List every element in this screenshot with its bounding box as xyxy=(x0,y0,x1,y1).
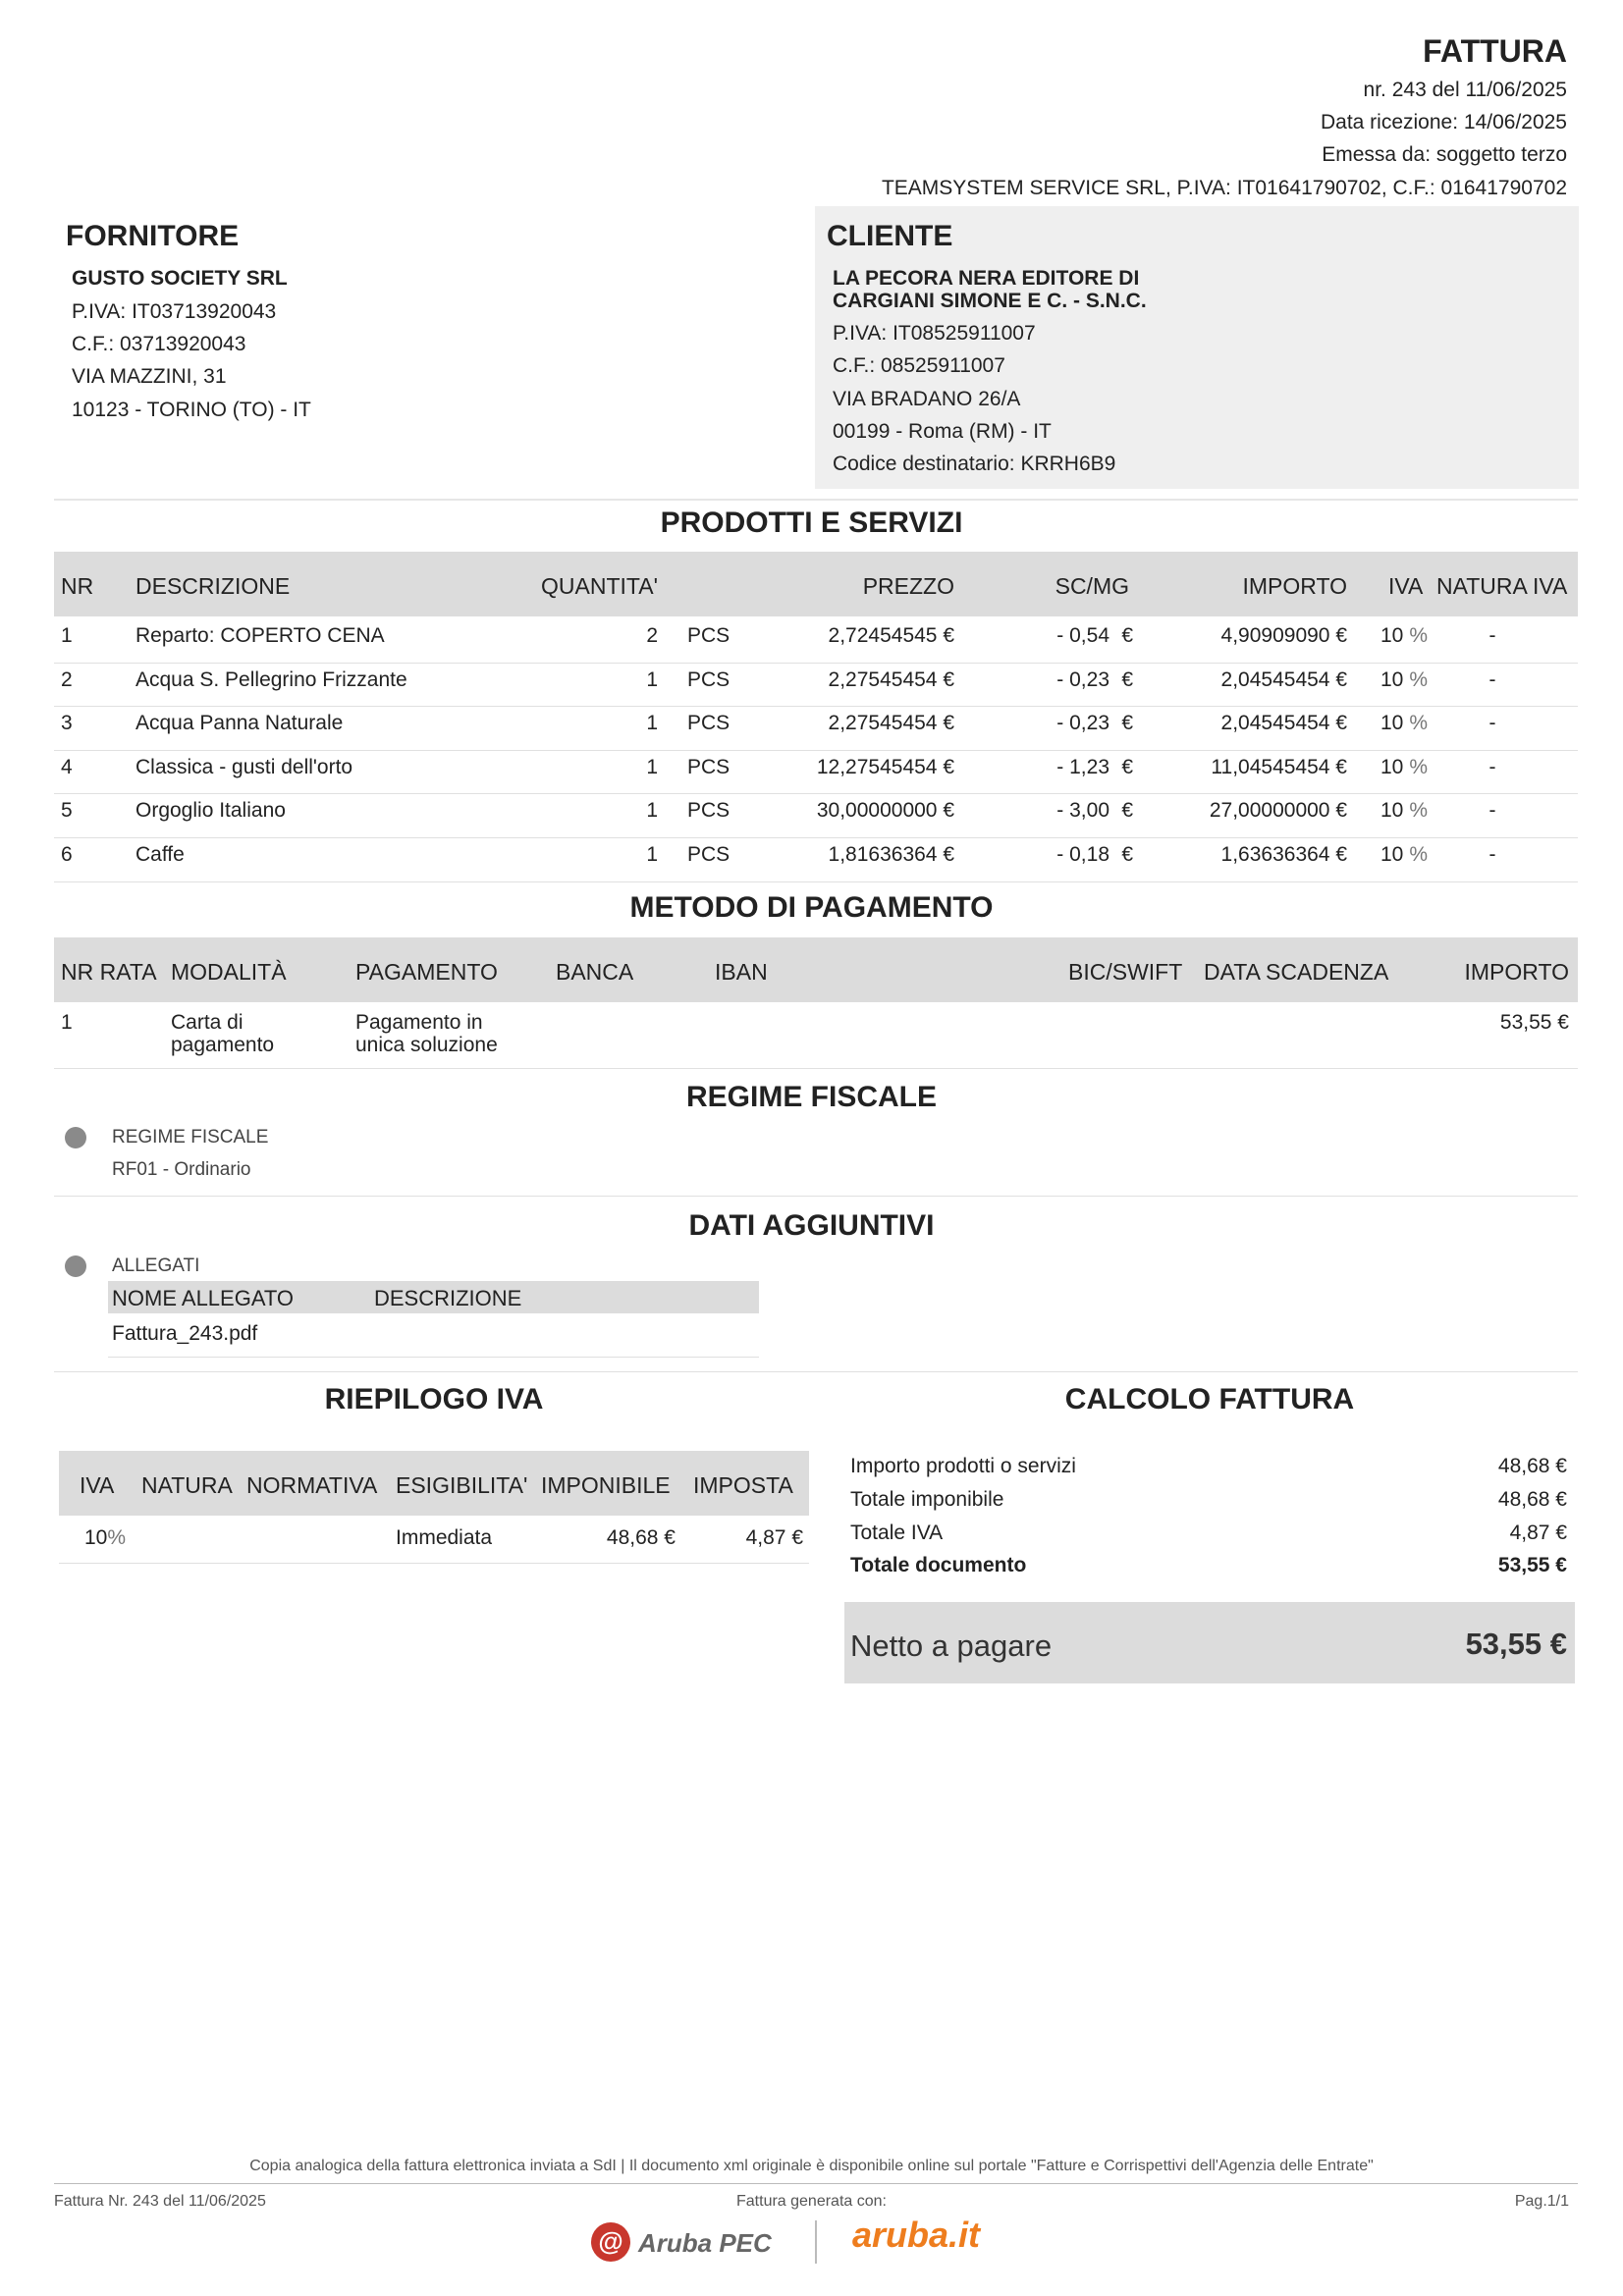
client-city: 00199 - Roma (RM) - IT xyxy=(833,420,1052,443)
vat-exigibility: Immediata xyxy=(396,1526,493,1549)
vat-rate-value: 10 xyxy=(84,1526,108,1549)
cell-price: 2,72454545 € xyxy=(828,624,954,647)
third-party-line: TEAMSYSTEM SERVICE SRL, P.IVA: IT01641790702, C.F.: 01641790702 xyxy=(881,177,1567,199)
supplier-piva: P.IVA: IT03713920043 xyxy=(72,300,277,323)
iva-rate: 10 xyxy=(1380,667,1404,691)
footer-generated-with: Fattura generata con: xyxy=(736,2193,887,2210)
cell-amount: 2,04545454 € xyxy=(1220,667,1347,691)
cell-amount: 1,63636364 € xyxy=(1220,843,1347,866)
calc-line-value: 48,68 € xyxy=(1497,1455,1567,1477)
cell-natura: - xyxy=(1488,667,1496,691)
receipt-date: Data ricezione: 14/06/2025 xyxy=(1320,111,1567,133)
col-quantita: QUANTITA' xyxy=(541,573,658,599)
cell-disc: - 0,23 xyxy=(1056,667,1109,691)
cell-qty: 1 xyxy=(646,712,658,735)
cell-amount: 2,04545454 € xyxy=(1220,712,1347,735)
footer-note: Copia analogica della fattura elettronica inviata a SdI | Il documento xml originale è disponibile online sul portale "Fatture e Corrispettivi dell'Agenzia delle Entrate" xyxy=(249,2158,1374,2174)
row-divider xyxy=(59,1563,809,1564)
calc-line-label: Totale imponibile xyxy=(850,1488,1004,1511)
iva-pct: % xyxy=(1409,843,1429,866)
client-name-line1: LA PECORA NERA EDITORE DI xyxy=(833,267,1140,290)
aruba-it-logo[interactable]: aruba.it xyxy=(852,2215,981,2255)
net-payable-value: 53,55 € xyxy=(1465,1627,1567,1661)
cell-qty: 2 xyxy=(646,624,658,647)
cell-nr: 3 xyxy=(61,712,73,735)
cell-disc: - 0,54 xyxy=(1056,624,1109,647)
row-divider xyxy=(54,706,1578,707)
cell-disc-cur: € xyxy=(1121,712,1133,735)
payment-type-line1: Pagamento in xyxy=(355,1011,483,1034)
attachment-file-link[interactable]: Fattura_243.pdf xyxy=(112,1322,258,1345)
cell-iva xyxy=(1380,799,1428,823)
col-vat-esigibilita: ESIGIBILITA' xyxy=(396,1472,528,1498)
col-iva: IVA xyxy=(1388,573,1424,599)
cell-natura: - xyxy=(1488,712,1496,735)
cell-disc-cur: € xyxy=(1121,843,1133,866)
aruba-pec-wordmark: Aruba PEC xyxy=(638,2228,772,2258)
cell-qty: 1 xyxy=(646,799,658,823)
invoice-title: FATTURA xyxy=(1423,33,1567,69)
logo-separator xyxy=(815,2220,817,2264)
col-modalita: MODALITÀ xyxy=(171,959,287,985)
cell-iva xyxy=(1380,843,1428,867)
issued-by: Emessa da: soggetto terzo xyxy=(1322,143,1567,166)
cell-nr: 2 xyxy=(61,667,73,691)
cell-disc: - 0,18 xyxy=(1056,843,1109,866)
cell-unit: PCS xyxy=(687,667,730,691)
net-payable-box xyxy=(844,1602,1575,1683)
cell-qty: 1 xyxy=(646,843,658,866)
additional-title: DATI AGGIUNTIVI xyxy=(688,1209,935,1242)
col-nr: NR xyxy=(61,573,94,599)
cell-disc-cur: € xyxy=(1121,624,1133,647)
supplier-name: GUSTO SOCIETY SRL xyxy=(72,267,288,290)
col-prezzo: PREZZO xyxy=(862,573,954,599)
row-divider xyxy=(54,1068,1578,1069)
cell-unit: PCS xyxy=(687,624,730,647)
cell-qty: 1 xyxy=(646,755,658,778)
row-divider xyxy=(54,750,1578,751)
payment-title: METODO DI PAGAMENTO xyxy=(629,891,994,924)
cell-disc: - 1,23 xyxy=(1056,755,1109,778)
col-scmg: SC/MG xyxy=(1055,573,1129,599)
iva-pct: % xyxy=(1409,667,1429,691)
cell-iva xyxy=(1380,668,1428,692)
cell-nr: 5 xyxy=(61,799,73,823)
cell-amount: 4,90909090 € xyxy=(1220,624,1347,647)
col-vat-iva: IVA xyxy=(80,1472,115,1498)
cell-price: 2,27545454 € xyxy=(828,667,954,691)
col-vat-natura: NATURA xyxy=(141,1472,233,1498)
payment-nr: 1 xyxy=(61,1011,73,1034)
cell-price: 1,81636364 € xyxy=(828,843,954,866)
payment-amount: 53,55 € xyxy=(1499,1011,1569,1034)
supplier-city: 10123 - TORINO (TO) - IT xyxy=(72,399,311,421)
cell-price: 30,00000000 € xyxy=(816,799,954,823)
footer-invoice-ref: Fattura Nr. 243 del 11/06/2025 xyxy=(54,2193,266,2210)
regime-value: RF01 - Ordinario xyxy=(112,1159,251,1180)
divider xyxy=(54,499,1578,501)
iva-pct: % xyxy=(1409,712,1429,735)
row-divider xyxy=(54,1371,1578,1372)
vat-rate-pct: % xyxy=(107,1526,127,1549)
col-natura-iva: NATURA IVA xyxy=(1436,573,1568,599)
col-descrizione: DESCRIZIONE xyxy=(135,573,291,599)
cell-qty: 1 xyxy=(646,667,658,691)
cell-nr: 4 xyxy=(61,755,73,778)
client-dest-code: Codice destinatario: KRRH6B9 xyxy=(833,453,1116,475)
supplier-heading: FORNITORE xyxy=(66,220,240,252)
cell-desc: Acqua S. Pellegrino Frizzante xyxy=(135,667,407,691)
cell-disc-cur: € xyxy=(1121,755,1133,778)
iva-rate: 10 xyxy=(1380,799,1404,823)
cell-nr: 6 xyxy=(61,843,73,866)
row-divider xyxy=(54,663,1578,664)
col-descrizione-allegato: DESCRIZIONE xyxy=(374,1286,522,1310)
cell-desc: Acqua Panna Naturale xyxy=(135,712,344,735)
row-divider xyxy=(54,837,1578,838)
row-divider xyxy=(54,793,1578,794)
cell-unit: PCS xyxy=(687,799,730,823)
row-divider xyxy=(54,1196,1578,1197)
col-bic: BIC/SWIFT xyxy=(1068,959,1183,985)
col-banca: BANCA xyxy=(556,959,634,985)
cell-desc: Orgoglio Italiano xyxy=(135,799,286,823)
cell-amount: 11,04545454 € xyxy=(1211,755,1347,778)
cell-iva xyxy=(1380,624,1428,648)
cell-natura: - xyxy=(1488,843,1496,866)
vat-summary-title: RIEPILOGO IVA xyxy=(324,1383,544,1415)
calc-line-value: 48,68 € xyxy=(1497,1488,1567,1511)
iva-pct: % xyxy=(1409,755,1429,778)
cell-amount: 27,00000000 € xyxy=(1209,799,1347,823)
aruba-pec-logo[interactable] xyxy=(591,2220,783,2264)
products-title: PRODOTTI E SERVIZI xyxy=(660,507,963,539)
net-payable-label: Netto a pagare xyxy=(850,1629,1053,1663)
payment-mode-line2: pagamento xyxy=(171,1034,275,1056)
cell-unit: PCS xyxy=(687,712,730,735)
col-iban: IBAN xyxy=(715,959,768,985)
cell-desc: Classica - gusti dell'orto xyxy=(135,755,353,778)
footer-divider xyxy=(54,2183,1578,2184)
iva-pct: % xyxy=(1409,624,1429,647)
iva-rate: 10 xyxy=(1380,755,1404,778)
payment-type-line2: unica soluzione xyxy=(355,1034,498,1056)
iva-rate: 10 xyxy=(1380,843,1404,866)
regime-title: REGIME FISCALE xyxy=(685,1081,937,1113)
cell-unit: PCS xyxy=(687,843,730,866)
cell-disc: - 0,23 xyxy=(1056,712,1109,735)
vat-rate xyxy=(84,1526,126,1550)
col-nome-allegato: NOME ALLEGATO xyxy=(112,1286,295,1310)
cell-desc: Reparto: COPERTO CENA xyxy=(135,624,385,647)
attachments-label: ALLEGATI xyxy=(112,1255,200,1276)
col-importo: IMPORTO xyxy=(1242,573,1347,599)
cell-disc-cur: € xyxy=(1121,799,1133,823)
payment-mode-line1: Carta di xyxy=(171,1011,243,1034)
invoice-number: nr. 243 del 11/06/2025 xyxy=(1363,79,1567,101)
cell-natura: - xyxy=(1488,755,1496,778)
cell-iva xyxy=(1380,756,1428,779)
cell-unit: PCS xyxy=(687,755,730,778)
regime-label: REGIME FISCALE xyxy=(112,1127,269,1148)
footer-page-number: Pag.1/1 xyxy=(1514,2193,1569,2210)
cell-price: 2,27545454 € xyxy=(828,712,954,735)
calc-line-label: Totale documento xyxy=(850,1554,1027,1576)
supplier-address: VIA MAZZINI, 31 xyxy=(72,365,227,388)
aruba-pec-icon: @ xyxy=(591,2222,630,2262)
client-name-line2: CARGIANI SIMONE E C. - S.N.C. xyxy=(833,290,1147,312)
supplier-cf: C.F.: 03713920043 xyxy=(72,333,246,355)
iva-rate: 10 xyxy=(1380,624,1404,647)
calc-line-label: Totale IVA xyxy=(850,1522,944,1544)
cell-disc: - 3,00 xyxy=(1056,799,1109,823)
cell-nr: 1 xyxy=(61,624,73,647)
col-vat-imposta: IMPOSTA xyxy=(693,1472,793,1498)
calc-line-value: 53,55 € xyxy=(1497,1554,1567,1576)
cell-disc-cur: € xyxy=(1121,667,1133,691)
iva-rate: 10 xyxy=(1380,712,1404,735)
supplier-block xyxy=(54,206,800,491)
attachments-bullet-icon xyxy=(65,1255,86,1277)
iva-pct: % xyxy=(1409,799,1429,823)
client-address: VIA BRADANO 26/A xyxy=(833,388,1021,410)
cell-desc: Caffe xyxy=(135,843,185,866)
cell-natura: - xyxy=(1488,799,1496,823)
cell-iva xyxy=(1380,712,1428,735)
calculation-title: CALCOLO FATTURA xyxy=(1064,1383,1355,1415)
calc-line-label: Importo prodotti o servizi xyxy=(850,1455,1076,1477)
col-vat-imponibile: IMPONIBILE xyxy=(541,1472,671,1498)
calc-line-value: 4,87 € xyxy=(1509,1522,1567,1544)
vat-taxable: 48,68 € xyxy=(606,1526,676,1549)
col-scadenza: DATA SCADENZA xyxy=(1204,959,1389,985)
col-importo-pagamento: IMPORTO xyxy=(1464,959,1569,985)
row-divider xyxy=(54,881,1578,882)
vat-tax: 4,87 € xyxy=(745,1526,803,1549)
col-vat-normativa: NORMATIVA xyxy=(246,1472,378,1498)
client-piva: P.IVA: IT08525911007 xyxy=(833,322,1036,345)
cell-natura: - xyxy=(1488,624,1496,647)
client-block xyxy=(815,206,1579,489)
col-nr-rata: NR RATA xyxy=(61,959,157,985)
regime-bullet-icon xyxy=(65,1127,86,1148)
cell-price: 12,27545454 € xyxy=(816,755,954,778)
col-pagamento: PAGAMENTO xyxy=(355,959,498,985)
client-heading: CLIENTE xyxy=(827,220,953,252)
client-cf: C.F.: 08525911007 xyxy=(833,354,1005,377)
row-divider xyxy=(108,1357,759,1358)
